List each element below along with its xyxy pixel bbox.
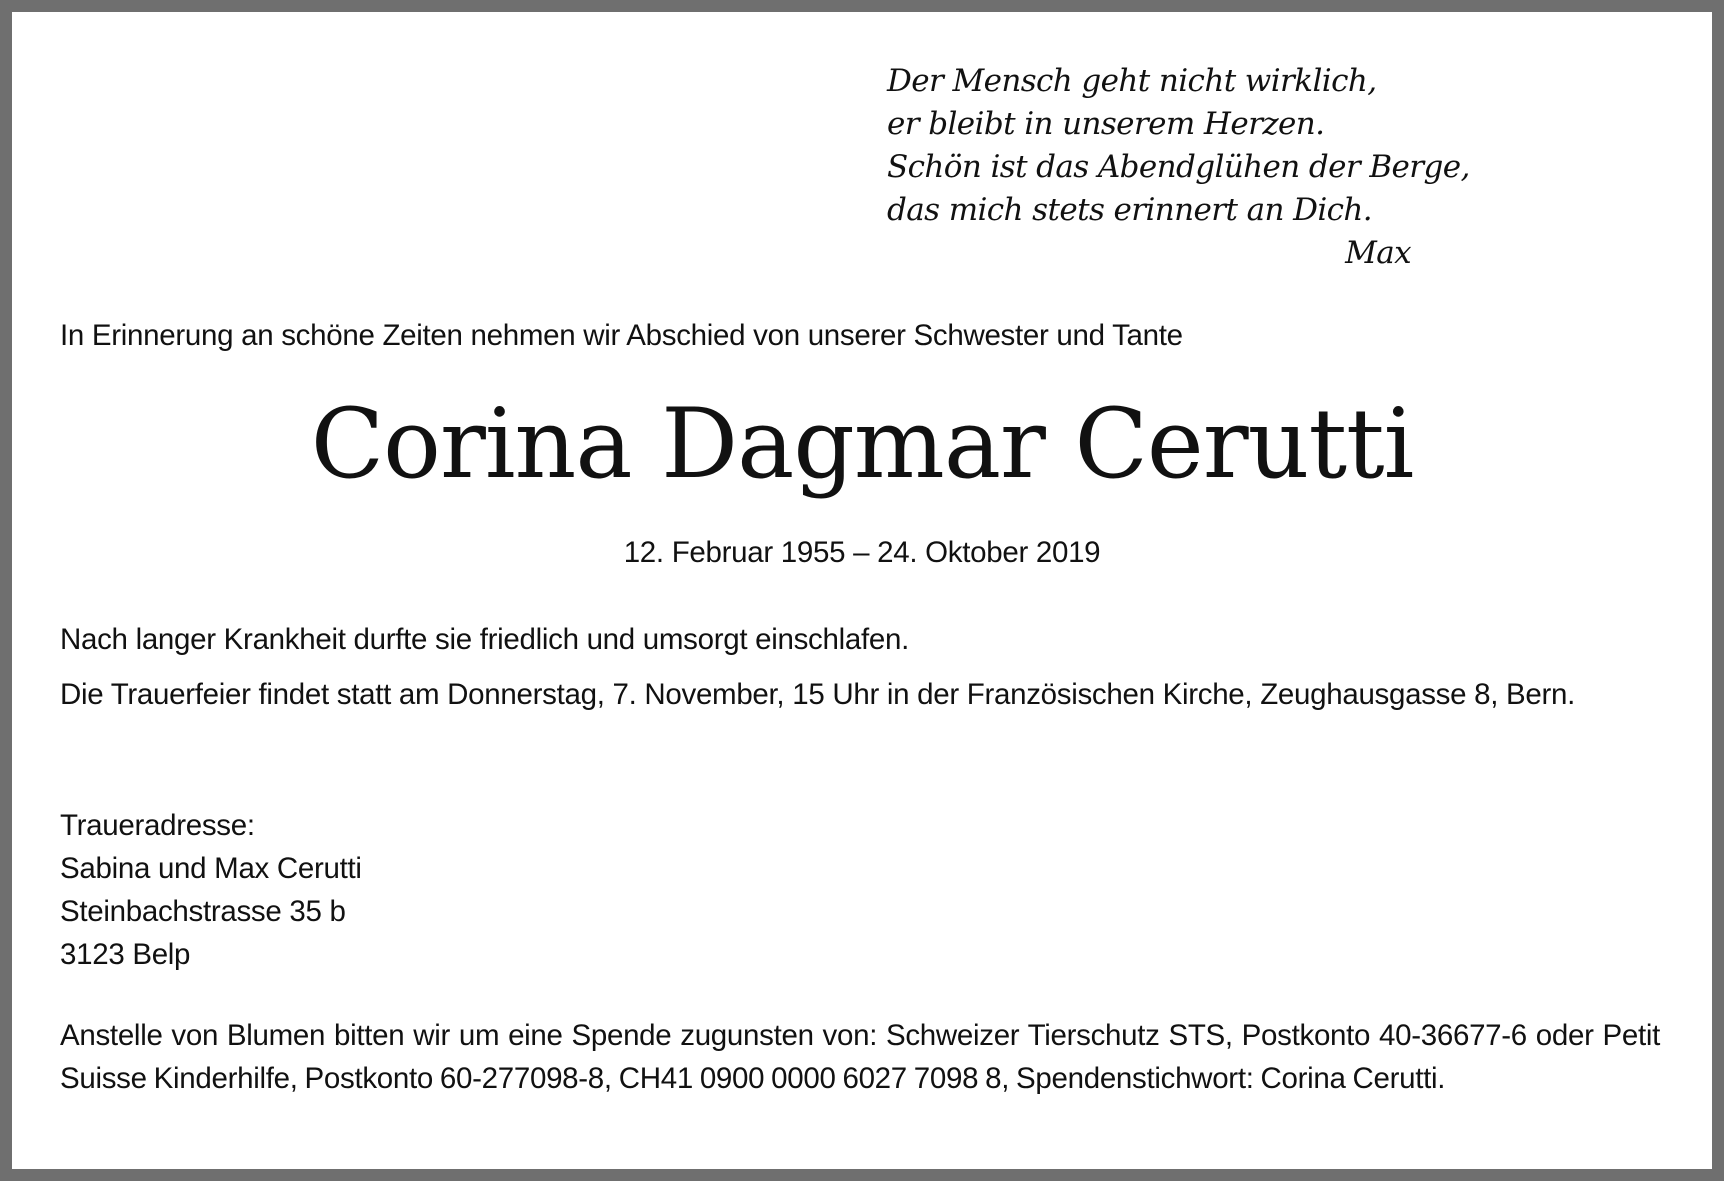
memorial-poem xyxy=(887,60,1470,275)
passing-text: Nach langer Krankheit durfte sie friedlich und umsorgt einschlafen. xyxy=(60,623,909,656)
obituary-notice xyxy=(12,12,1712,1169)
address-names: Sabina und Max Cerutti xyxy=(60,852,362,885)
address-street: Steinbachstrasse 35 b xyxy=(60,895,346,928)
address-heading: Traueradresse: xyxy=(60,809,255,842)
address-city: 3123 Belp xyxy=(60,938,191,971)
donation-text: Anstelle von Blumen bitten wir um eine Spende zugunsten von: Schweizer Tierschutz STS, Postkonto 40-36677-6 oder Petit Suisse Kinderhilfe, Postkonto 60-277098-8, CH41 0900 0000 6027 7098 8, Spendenstichwort: Corina Cerutti. xyxy=(60,1019,1660,1095)
mourning-address xyxy=(60,804,1660,976)
poem-line: er bleibt in unserem Herzen. xyxy=(887,106,1325,142)
life-dates: 12. Februar 1955 – 24. Oktober 2019 xyxy=(623,536,1101,569)
poem-author: Max xyxy=(1345,235,1411,271)
deceased-name: Corina Dagmar Cerutti xyxy=(310,388,1414,500)
poem-line: Schön ist das Abendglühen der Berge, xyxy=(887,149,1470,185)
intro-text: In Erinnerung an schöne Zeiten nehmen wir Abschied von unserer Schwester und Tante xyxy=(60,319,1183,352)
poem-line: das mich stets erinnert an Dich. xyxy=(887,192,1373,228)
ceremony-text: Die Trauerfeier findet statt am Donnerstag, 7. November, 15 Uhr in der Französischen Kirche, Zeughausgasse 8, Bern. xyxy=(60,678,1576,711)
poem-line: Der Mensch geht nicht wirklich, xyxy=(887,63,1377,99)
